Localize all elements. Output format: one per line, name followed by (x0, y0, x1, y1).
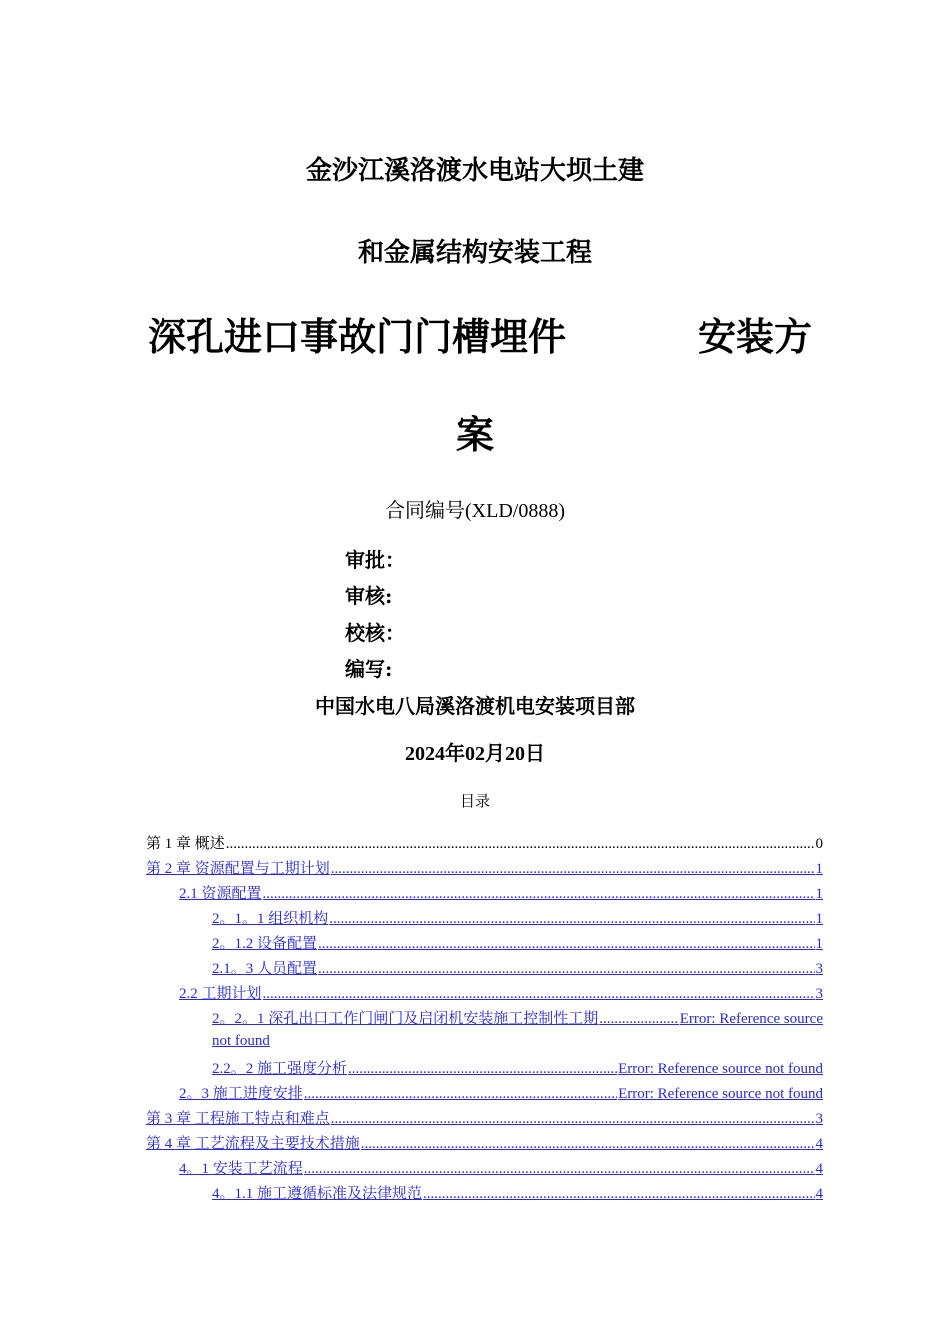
toc-entry-ch4[interactable] (146, 1129, 823, 1154)
toc-entry-2-2[interactable] (179, 979, 823, 1004)
review-label: 审核: (345, 584, 393, 608)
table-of-contents (146, 829, 823, 1204)
toc-leader-dots (599, 1009, 678, 1029)
toc-entry-2-1-1[interactable] (212, 904, 823, 929)
title-line-2: 和金属结构安装工程 (357, 238, 592, 268)
toc-page-number: 1 (815, 911, 823, 927)
check-label: 校核： (345, 621, 405, 645)
toc-entry-text: 4。1.1 施工遵循标准及法律规范 (212, 1186, 423, 1202)
toc-entry-text: 2.2。2 施工强度分析 (212, 1061, 348, 1077)
toc-entry-text: 4。1 安装工艺流程 (179, 1161, 303, 1177)
toc-leader-dots (263, 884, 815, 904)
toc-leader-dots (304, 1084, 617, 1104)
document-date: 2024年02月20日 (405, 743, 545, 765)
toc-entry-4-1[interactable] (179, 1154, 823, 1179)
toc-page-number: 1 (815, 936, 823, 952)
toc-leader-dots (318, 959, 814, 979)
toc-entry-2-1-2[interactable] (212, 929, 823, 954)
toc-page-number: 3 (815, 986, 823, 1002)
toc-leader-dots (304, 1159, 815, 1179)
toc-entry-text: 第 2 章 资源配置与工期计划 (146, 861, 330, 877)
toc-page-number: 1 (815, 886, 823, 902)
toc-leader-dots (361, 1134, 815, 1154)
toc-page-number: 4 (815, 1136, 823, 1152)
toc-entry-2-3[interactable] (179, 1079, 823, 1104)
toc-leader-dots (331, 859, 815, 879)
toc-page-number-continued: not found (212, 1033, 270, 1049)
toc-page-number: Error: Reference source not found (618, 1061, 823, 1077)
toc-entry-text: 2。1。1 组织机构 (212, 911, 329, 927)
toc-page-number: 4 (815, 1161, 823, 1177)
toc-leader-dots (423, 1184, 814, 1204)
toc-page-number: 0 (815, 836, 823, 852)
toc-title: 目录 (459, 792, 490, 810)
toc-entry-2-1[interactable] (179, 879, 823, 904)
title-line-3-part-1: 深孔进口事故门门槽埋件 (148, 314, 567, 359)
toc-entry-text: 2。2。1 深孔出口工作门闸门及启闭机安装施工控制性工期 (212, 1011, 599, 1027)
toc-page-number: 4 (815, 1186, 823, 1202)
toc-page-number: Error: Reference source not found (618, 1086, 823, 1102)
toc-entry-ch1[interactable] (146, 829, 823, 854)
toc-page-number: Error: Reference source (679, 1011, 823, 1027)
toc-entry-text: 2.1。3 人员配置 (212, 961, 318, 977)
contract-number: 合同编号(XLD/0888) (385, 500, 565, 522)
organization-name: 中国水电八局溪洛渡机电安装项目部 (315, 694, 635, 718)
toc-leader-dots (331, 1109, 815, 1129)
toc-entry-ch2[interactable] (146, 854, 823, 879)
toc-entry-text: 2.2 工期计划 (179, 986, 262, 1002)
toc-page-number: 3 (815, 1111, 823, 1127)
title-line-3-part-2: 安装方 (698, 314, 813, 359)
toc-page-number: 3 (815, 961, 823, 977)
approve-label: 审批： (345, 548, 405, 572)
title-line-1: 金沙江溪洛渡水电站大坝土建 (305, 156, 644, 186)
toc-entry-2-2-2[interactable] (212, 1054, 823, 1079)
toc-entry-text: 2。1.2 设备配置 (212, 936, 318, 952)
toc-leader-dots (263, 984, 815, 1004)
toc-leader-dots (226, 834, 815, 854)
toc-entry-ch3[interactable] (146, 1104, 823, 1129)
toc-leader-dots (329, 909, 814, 929)
toc-entry-2-1-3[interactable] (212, 954, 823, 979)
toc-page-number: 1 (815, 861, 823, 877)
toc-entry-text: 2.1 资源配置 (179, 886, 262, 902)
toc-leader-dots (318, 934, 814, 954)
toc-leader-dots (348, 1059, 617, 1079)
toc-entry-text: 2。3 施工进度安排 (179, 1086, 303, 1102)
toc-entry-4-1-1[interactable] (212, 1179, 823, 1204)
toc-entry-text: 第 3 章 工程施工特点和难点 (146, 1111, 330, 1127)
write-label: 编写: (345, 657, 393, 681)
toc-entry-text: 第 1 章 概述 (146, 836, 225, 852)
toc-entry-2-2-1[interactable] (212, 1004, 823, 1054)
title-line-4: 案 (455, 412, 494, 457)
toc-entry-text: 第 4 章 工艺流程及主要技术措施 (146, 1136, 360, 1152)
